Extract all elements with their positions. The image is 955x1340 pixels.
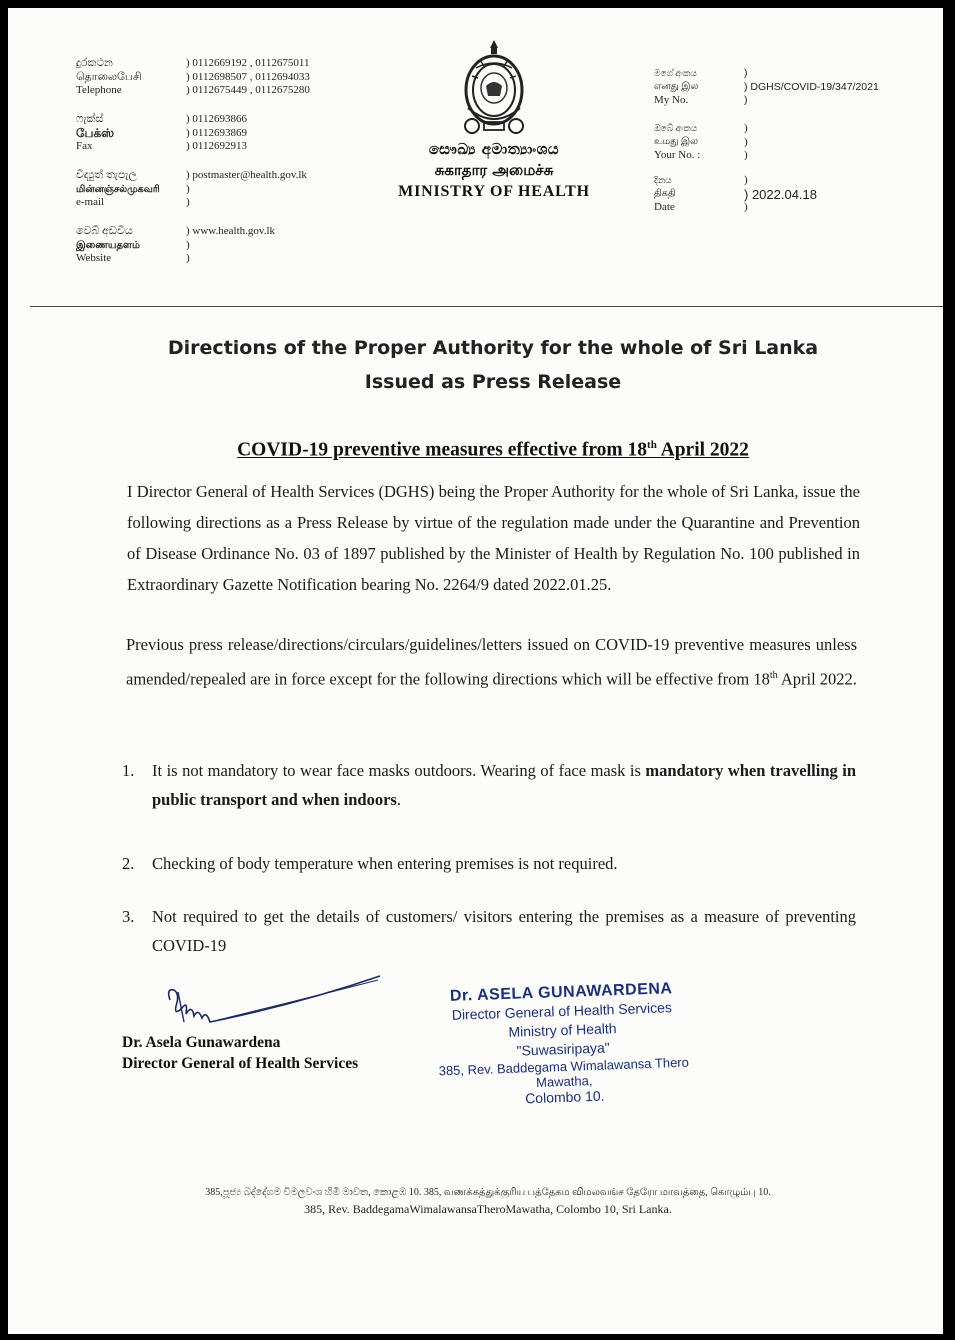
subtitle	[108, 439, 878, 462]
email-label-si: විද්‍යුත් තැපැල	[76, 169, 137, 181]
my-no-label-ta: எனது இல	[654, 81, 699, 92]
paragraph-intro: I Director General of Health Services (DGHS) being the Proper Authority for the whole of Sri Lanka, issue the following directions as a Press Release by virtue of the regulation made under the Quarantine and Prevention of Disease Ordinance No. 03 of 1897 published by the Minister of Health by Regulation No. 100 published in Extraordinary Gazette Notification bearing No. 2264/9 dated 2022.01.25.	[127, 482, 860, 594]
stamp-name: Dr. ASELA GUNAWARDENA	[449, 980, 673, 1005]
date-value-2: ) 2022.04.18	[744, 186, 818, 202]
paragraph-previous-directions	[126, 629, 857, 695]
my-no-label-si: මගේ අංකය	[654, 68, 697, 78]
header-divider	[30, 306, 943, 307]
date-label-ta: திகதி	[654, 188, 676, 199]
your-no-label-si: ඔබේ අංකය	[654, 123, 698, 133]
ministry-name-block	[374, 140, 614, 201]
paragraph-previous-text: Previous press release/directions/circulars/guidelines/letters issued on COVID-19 preventive measures unless amended/repealed are in force except for the following directions which will be effective from 18	[126, 635, 857, 689]
telephone-value-2: ) 0112698507 , 0112694033	[186, 70, 310, 83]
date-label-en: Date	[654, 201, 675, 213]
website-label-ta: இணையதளம்	[76, 239, 141, 251]
website-label-en: Website	[76, 252, 112, 264]
my-no-value-1: )	[744, 67, 748, 79]
telephone-value-3: ) 0112675449 , 0112675280	[186, 84, 310, 96]
my-no-value-3: )	[744, 94, 748, 106]
title-line-1: Directions of the Proper Authority for the whole of Sri Lanka	[167, 337, 819, 359]
email-label-en: e-mail	[76, 196, 105, 208]
stamp-title: Director General of Health Services	[451, 999, 673, 1023]
direction-item-2	[122, 849, 856, 878]
date-label-si: දිනය	[654, 175, 672, 185]
subtitle-main: COVID-19 preventive measures effective from 18	[237, 439, 648, 461]
fax-label-si: ෆැක්ස්	[76, 113, 104, 125]
item-number: 3.	[122, 907, 135, 926]
paragraph-previous-end: April 2022.	[777, 669, 857, 689]
item-text: Not required to get the details of customers/ visitors entering the premises as a measure of preventing COVID-19	[152, 907, 856, 955]
ministry-name-english: MINISTRY OF HEALTH	[398, 183, 590, 200]
item-end: .	[396, 790, 401, 809]
item-bold-text: mandatory when travelling in public transport and when indoors	[152, 761, 857, 809]
direction-item-3	[122, 902, 856, 960]
signatory-designation: Director General of Health Services	[122, 1055, 359, 1072]
stamp-city: Colombo 10.	[524, 1087, 605, 1107]
signature-block	[122, 1032, 358, 1074]
email-value-2: )	[186, 182, 190, 195]
footer-line-2: 385, Rev. BaddegamaWimalawansaTheroMawatha, Colombo 10, Sri Lanka.	[304, 1202, 672, 1216]
your-no-label-en: Your No. :	[654, 149, 701, 161]
email-value-1: ) postmaster@health.gov.lk	[186, 169, 307, 181]
footer-line-1: 385,පූජ්‍ය බද්දේගම විමලවංශ හිමි මාවත, කොළඹ 10. 385, வணக்கத்துக்குரிய பத்தேகம விமலவங்ச தேரோ மாவத்தை, கொழும்பு 10.	[205, 1187, 771, 1198]
website-label-si: වෙබ් අඩවිය	[76, 225, 133, 237]
email-label-ta: மின்னஞ்சல்முகவரி	[76, 183, 160, 195]
website-value-2: )	[186, 238, 190, 251]
telephone-value-1: ) 0112669192 , 0112675011	[186, 57, 310, 69]
item-text: It is not mandatory to wear face masks outdoors. Wearing of face mask is	[152, 761, 646, 780]
telephone-label-ta: தொலைபேசி	[76, 70, 142, 83]
paragraph-previous-sup: th	[769, 670, 778, 681]
direction-item-1	[122, 756, 857, 814]
fax-value-1: ) 0112693866	[186, 113, 248, 125]
fax-value-3: ) 0112692913	[186, 140, 248, 152]
official-stamp	[406, 979, 720, 1111]
your-no-value-1: )	[744, 122, 748, 134]
item-text: Checking of body temperature when entering premises is not required.	[152, 854, 618, 873]
your-no-label-ta: உமது இல	[654, 136, 699, 147]
item-number: 1.	[122, 761, 135, 780]
your-no-value-2: )	[744, 135, 748, 148]
document-page	[8, 8, 943, 1334]
website-value-3: )	[186, 252, 190, 264]
signatory-name: Dr. Asela Gunawardena	[122, 1034, 281, 1051]
date-value-3: )	[744, 201, 748, 213]
my-no-label-en: My No.	[654, 94, 689, 106]
stamp-building: "Suwasiripaya"	[516, 1039, 611, 1059]
fax-value-2: ) 0112693869	[186, 126, 248, 139]
sri-lanka-emblem-icon	[454, 38, 534, 138]
title-line-2: Issued as Press Release	[364, 371, 622, 393]
telephone-label-en: Telephone	[76, 84, 122, 96]
email-value-3: )	[186, 196, 190, 208]
ministry-name-tamil: சுகாதார அமைச்சு	[434, 161, 554, 179]
website-value-1: ) www.health.gov.lk	[186, 225, 275, 237]
item-number: 2.	[122, 854, 135, 873]
fax-label-ta: பேக்ஸ்	[76, 125, 115, 140]
fax-label-en: Fax	[76, 140, 93, 152]
date-value-1: )	[744, 174, 748, 186]
footer-address	[108, 1184, 868, 1218]
subtitle-sup: th	[647, 439, 657, 451]
ministry-name-sinhala: සෞඛ්‍ය අමාත්‍යාංශය	[428, 140, 560, 158]
title-block	[108, 331, 878, 399]
stamp-address: 385, Rev. Baddegama Wimalawansa Thero Mawatha,	[438, 1054, 690, 1090]
my-no-value-2: ) DGHS/COVID-19/347/2021	[744, 80, 879, 93]
stamp-ministry: Ministry of Health	[508, 1020, 617, 1040]
telephone-label-si: දුරකථන	[76, 57, 113, 69]
handwritten-signature-icon	[158, 966, 388, 1036]
your-no-value-3: )	[744, 149, 748, 161]
subtitle-end: April 2022	[656, 439, 749, 461]
